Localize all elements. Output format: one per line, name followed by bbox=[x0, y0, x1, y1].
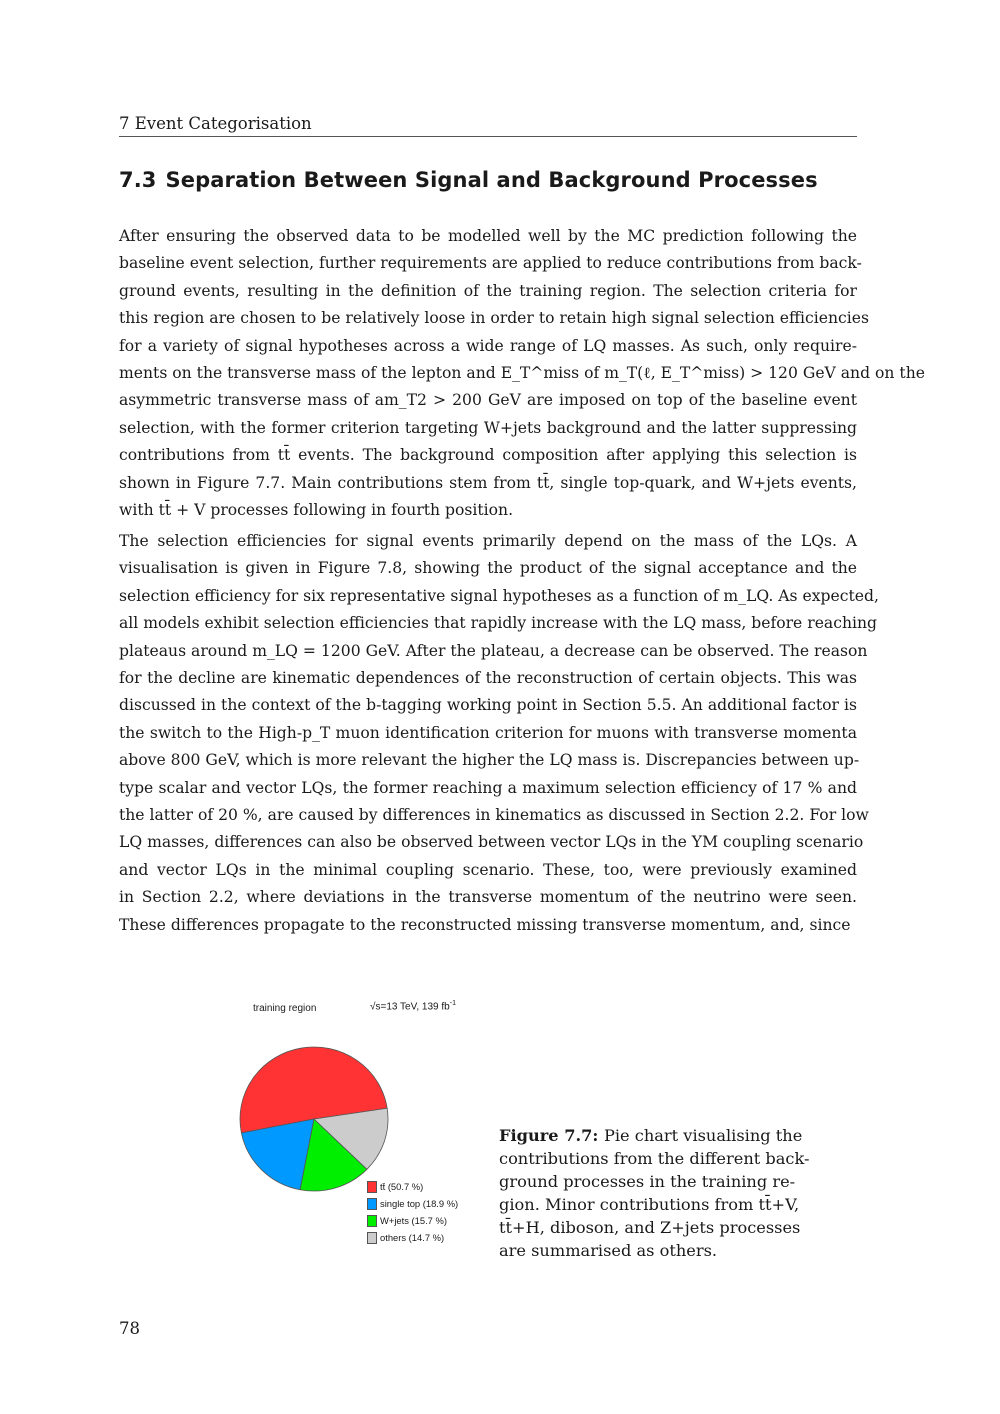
text-line: baseline event selection, further requirements are applied to reduce contributions from back- bbox=[119, 254, 862, 273]
text-line: These differences propagate to the reconstructed missing transverse momentum, and, since bbox=[119, 915, 851, 934]
caption-line: are summarised as others. bbox=[499, 1241, 718, 1260]
legend-swatch bbox=[367, 1181, 377, 1193]
caption-line: Figure 7.7: Pie chart visualising the bbox=[499, 1126, 803, 1145]
text-line: After ensuring the observed data to be modelled well by the MC prediction following the bbox=[119, 227, 857, 245]
text-line: LQ masses, differences can also be observed between vector LQs in the YM coupling scenario bbox=[119, 833, 864, 852]
text-line: all models exhibit selection efficiencies that rapidly increase with the LQ mass, before reaching bbox=[119, 614, 878, 633]
text-line: selection, with the former criterion targeting W+jets background and the latter suppressing bbox=[119, 418, 857, 437]
text-line: the latter of 20 %, are caused by differences in kinematics as discussed in Section 2.2. For low bbox=[119, 806, 869, 825]
caption-line: ground processes in the training re- bbox=[499, 1172, 796, 1191]
legend-item bbox=[367, 1229, 458, 1246]
legend-swatch bbox=[367, 1232, 377, 1244]
caption-line: contributions from the different back- bbox=[499, 1149, 810, 1168]
running-head: 7 Event Categorisation bbox=[119, 114, 857, 137]
legend-item bbox=[367, 1212, 458, 1229]
text-line: this region are chosen to be relatively loose in order to retain high signal selection efficiencies bbox=[119, 309, 869, 328]
paragraph-2 bbox=[119, 528, 879, 939]
text-line: the switch to the High-p_T muon identification criterion for muons with transverse momenta bbox=[119, 723, 857, 742]
text-line: selection efficiency for six representative signal hypotheses as a function of m_LQ. As expected, bbox=[119, 586, 879, 605]
text-line: asymmetric transverse mass of am_T2 > 200 GeV are imposed on top of the baseline event bbox=[119, 391, 857, 410]
text-line: plateaus around m_LQ = 1200 GeV. After the plateau, a decrease can be observed. The reason bbox=[119, 641, 868, 660]
caption-label: Figure 7.7: bbox=[499, 1126, 604, 1145]
text-line: and vector LQs in the minimal coupling scenario. These, too, were previously examined bbox=[119, 860, 857, 879]
text-line: with tt̄ + V processes following in fourth position. bbox=[119, 501, 514, 520]
section-title-text: Separation Between Signal and Background Processes bbox=[165, 168, 818, 192]
legend-label: tt̄ (50.7 %) bbox=[380, 1181, 424, 1192]
paragraph-1 bbox=[119, 223, 925, 524]
section-number: 7.3 bbox=[119, 168, 157, 192]
energy-text: √s=13 TeV, 139 fb bbox=[370, 1001, 450, 1013]
figure-region-label: training region bbox=[253, 1003, 317, 1014]
legend-swatch bbox=[367, 1198, 377, 1210]
legend-label: single top (18.9 %) bbox=[380, 1198, 459, 1209]
text-line: above 800 GeV, which is more relevant the higher the LQ mass is. Discrepancies between up- bbox=[119, 751, 860, 770]
text-line: in Section 2.2, where deviations in the transverse momentum of the neutrino were seen. bbox=[119, 888, 857, 907]
text-line: ments on the transverse mass of the lepton and E_T^miss of m_T(ℓ, E_T^miss) > 120 GeV and on the bbox=[119, 364, 925, 383]
section-title bbox=[119, 168, 818, 192]
text-line: contributions from tt̄ events. The background composition after applying this selection is bbox=[119, 446, 857, 465]
legend-item bbox=[367, 1178, 458, 1195]
energy-sup: -1 bbox=[449, 1000, 456, 1007]
page-number: 78 bbox=[119, 1319, 140, 1338]
caption-line: gion. Minor contributions from tt̄+V, bbox=[499, 1195, 800, 1214]
text-line: The selection efficiencies for signal events primarily depend on the mass of the LQs. A bbox=[119, 532, 857, 550]
text-line: type scalar and vector LQs, the former reaching a maximum selection efficiency of 17 % and bbox=[119, 778, 857, 797]
text-line: visualisation is given in Figure 7.8, showing the product of the signal acceptance and the bbox=[119, 559, 857, 578]
text-line: ground events, resulting in the definition of the training region. The selection criteria for bbox=[119, 281, 857, 300]
text-line: discussed in the context of the b-tagging working point in Section 5.5. An additional factor is bbox=[119, 696, 857, 715]
text-line: for a variety of signal hypotheses across a wide range of LQ masses. As such, only require- bbox=[119, 336, 857, 355]
legend-swatch bbox=[367, 1215, 377, 1227]
legend-label: others (14.7 %) bbox=[380, 1232, 445, 1243]
legend-item bbox=[367, 1195, 458, 1212]
caption-line: tt̄+H, diboson, and Z+jets processes bbox=[499, 1218, 801, 1237]
figure-7-7 bbox=[230, 995, 480, 1255]
text-line: shown in Figure 7.7. Main contributions stem from tt̄, single top-quark, and W+jets events, bbox=[119, 473, 857, 492]
text-line: for the decline are kinematic dependences of the reconstruction of certain objects. This was bbox=[119, 669, 857, 688]
figure-caption bbox=[499, 1124, 810, 1262]
legend-label: W+jets (15.7 %) bbox=[380, 1215, 447, 1226]
pie-legend bbox=[367, 1178, 458, 1246]
